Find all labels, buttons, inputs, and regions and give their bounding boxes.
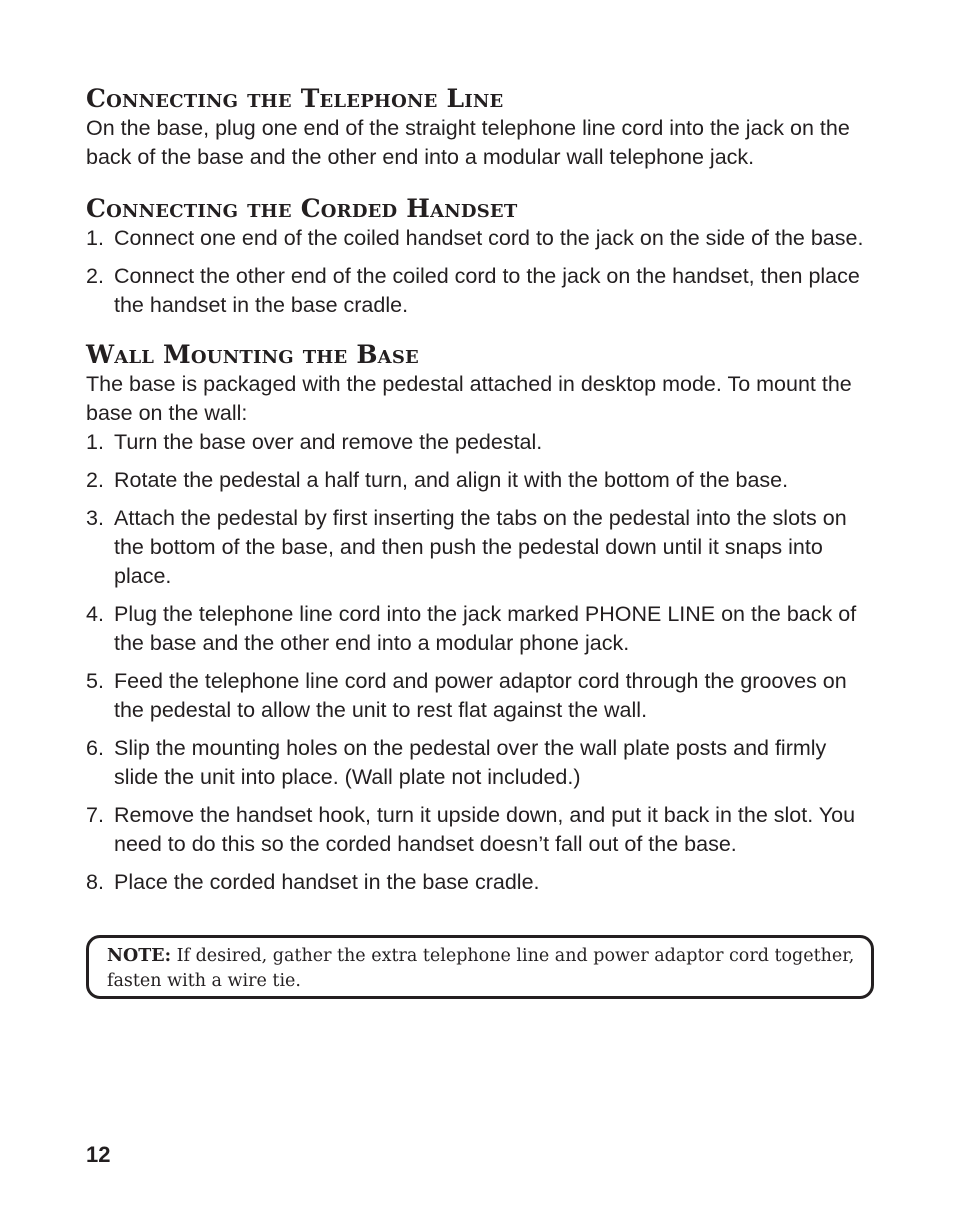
- step-text: Connect one end of the coiled handset cord to the jack on the side of the base.: [114, 226, 864, 250]
- step-text: Remove the handset hook, turn it upside down, and put it back in the slot. You need to do this so the corded handset doesn’t fall out of the base.: [114, 803, 856, 856]
- step-text: Rotate the pedestal a half turn, and align it with the bottom of the base.: [114, 468, 789, 492]
- list-item: [86, 428, 876, 457]
- step-number: 3.: [86, 506, 104, 530]
- step-text: Connect the other end of the coiled cord to the jack on the handset, then place the handset in the base cradle.: [114, 264, 860, 317]
- section-body-telephone-line: On the base, plug one end of the straight telephone line cord into the jack on the back of the base and the other end into a modular wall telephone jack.: [86, 116, 850, 169]
- list-item: [86, 600, 876, 658]
- step-text: Feed the telephone line cord and power adaptor cord through the grooves on the pedestal to allow the unit to rest flat against the wall.: [114, 669, 847, 722]
- step-text: Place the corded handset in the base cradle.: [114, 870, 540, 894]
- list-item: [86, 734, 876, 792]
- list-item: [86, 667, 876, 725]
- step-number: 1.: [86, 430, 104, 454]
- list-item: [86, 801, 876, 859]
- wall-mount-steps-list: [86, 428, 876, 897]
- handset-steps-list: [86, 224, 876, 320]
- list-item: [86, 262, 876, 320]
- page-number: 12: [86, 1142, 111, 1167]
- note-label: NOTE:: [107, 946, 172, 966]
- step-number: 8.: [86, 870, 104, 894]
- list-item: [86, 224, 876, 253]
- step-number: 2.: [86, 264, 104, 288]
- step-number: 2.: [86, 468, 104, 492]
- section-heading-corded-handset: Connecting the Corded Handset: [86, 194, 518, 223]
- page-content: [86, 84, 876, 906]
- step-number: 7.: [86, 803, 104, 827]
- list-item: [86, 868, 876, 897]
- step-number: 4.: [86, 602, 104, 626]
- section-heading-wall-mounting: Wall Mounting the Base: [86, 340, 419, 369]
- note-text: If desired, gather the extra telephone line and power adaptor cord together, fasten with a wire tie.: [107, 946, 855, 991]
- section-heading-telephone-line: Connecting the Telephone Line: [86, 84, 504, 113]
- section-body-wall-mounting: The base is packaged with the pedestal attached in desktop mode. To mount the base on the wall:: [86, 372, 852, 425]
- step-text: Plug the telephone line cord into the jack marked PHONE LINE on the back of the base and the other end into a modular phone jack.: [114, 602, 857, 655]
- step-number: 1.: [86, 226, 104, 250]
- step-number: 5.: [86, 669, 104, 693]
- step-text: Slip the mounting holes on the pedestal over the wall plate posts and firmly slide the unit into place. (Wall plate not included.): [114, 736, 827, 789]
- list-item: [86, 466, 876, 495]
- list-item: [86, 504, 876, 591]
- step-text: Turn the base over and remove the pedestal.: [114, 430, 543, 454]
- step-number: 6.: [86, 736, 104, 760]
- step-text: Attach the pedestal by first inserting the tabs on the pedestal into the slots on the bottom of the base, and then push the pedestal down until it snaps into place.: [114, 506, 847, 588]
- note-box: [86, 935, 874, 999]
